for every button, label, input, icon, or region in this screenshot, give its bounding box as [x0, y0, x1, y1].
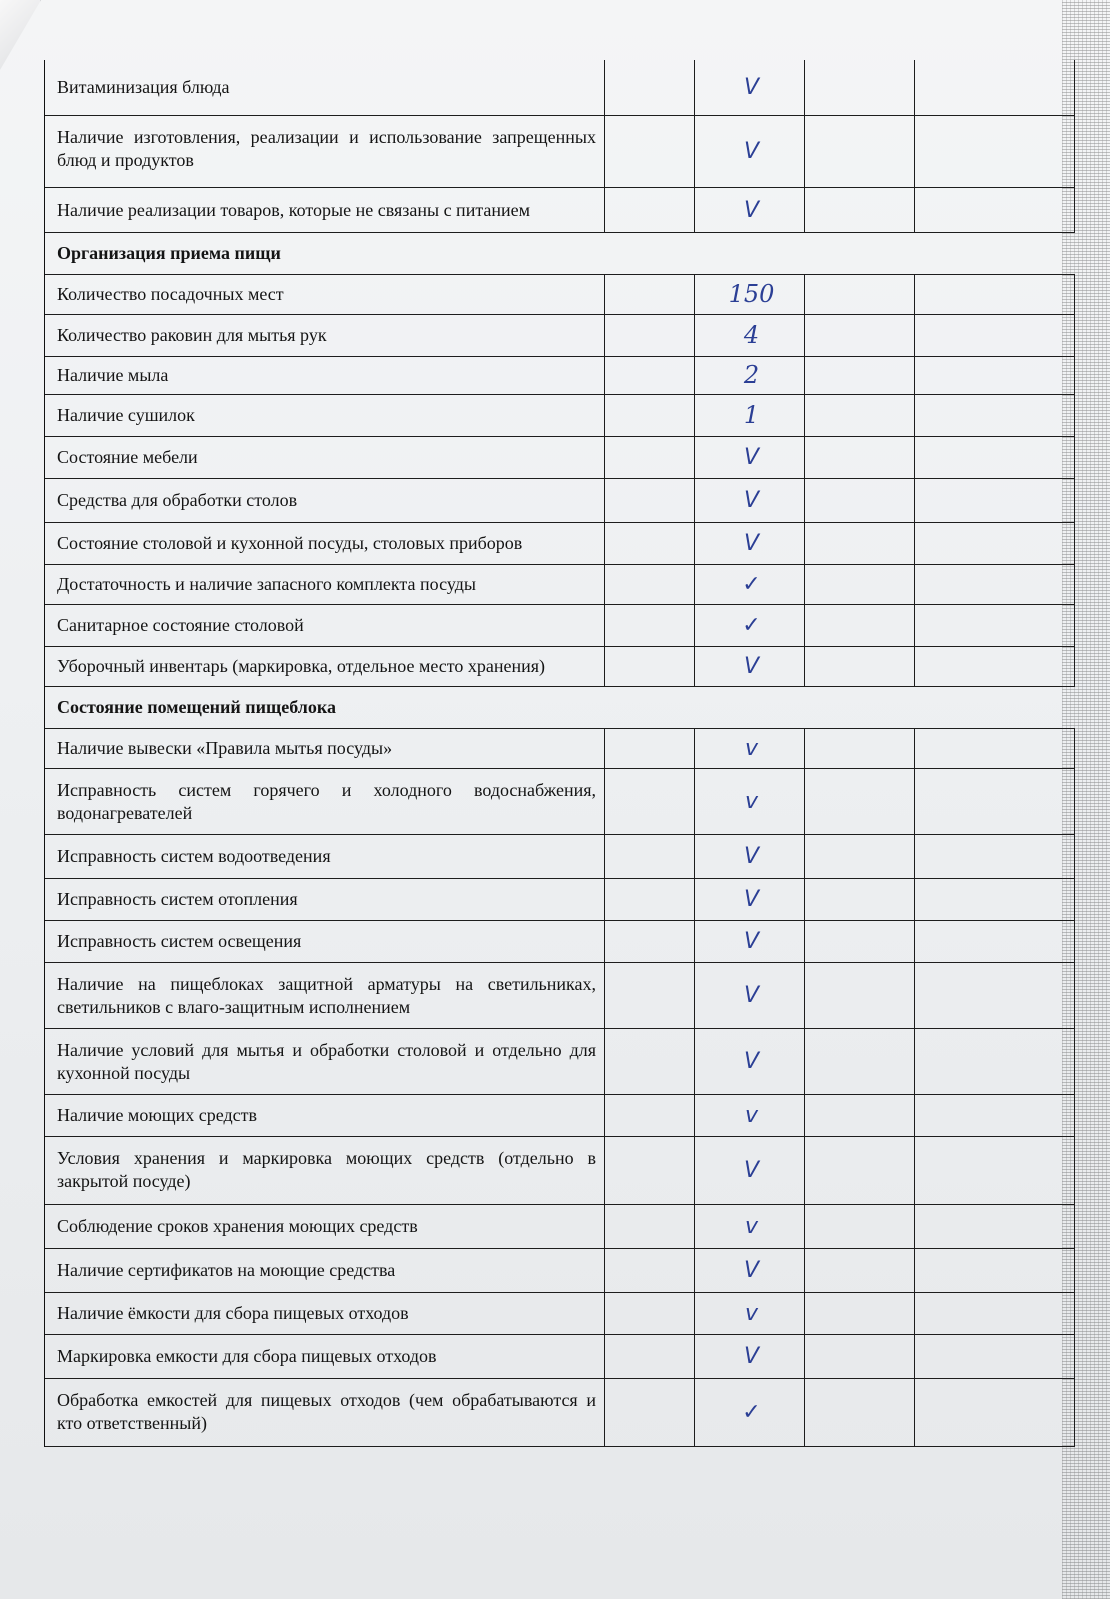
empty-cell — [805, 1335, 915, 1378]
empty-cell — [915, 275, 1075, 314]
empty-cell — [805, 835, 915, 878]
empty-cell — [915, 437, 1075, 478]
empty-cell — [805, 729, 915, 768]
empty-cell — [605, 647, 695, 686]
check-mark: v — [695, 1205, 805, 1248]
row-label: Обработка емкостей для пищевых отходов (чем обрабатываются и кто ответственный) — [45, 1379, 605, 1446]
empty-cell — [605, 835, 695, 878]
empty-cell — [805, 605, 915, 646]
section-title: Организация приема пищи — [57, 243, 281, 263]
empty-cell — [605, 769, 695, 834]
empty-cell — [915, 647, 1075, 686]
empty-cell — [605, 437, 695, 478]
empty-cell — [805, 769, 915, 834]
empty-cell — [605, 1335, 695, 1378]
table-row — [45, 116, 1075, 188]
table-row — [45, 357, 1075, 395]
table-row — [45, 647, 1075, 687]
empty-cell — [915, 963, 1075, 1028]
row-label: Исправность систем освещения — [45, 921, 605, 962]
empty-cell — [605, 188, 695, 232]
empty-cell — [805, 1249, 915, 1292]
check-mark: V — [695, 879, 805, 920]
row-label: Соблюдение сроков хранения моющих средств — [45, 1205, 605, 1248]
table-row — [45, 921, 1075, 963]
empty-cell — [805, 188, 915, 232]
table-row — [45, 188, 1075, 233]
row-label: Условия хранения и маркировка моющих средств (отдельно в закрытой посуде) — [45, 1137, 605, 1204]
check-mark: V — [695, 1249, 805, 1292]
check-mark: V — [695, 523, 805, 564]
table-row — [45, 1029, 1075, 1095]
check-mark: ✓ — [695, 605, 805, 646]
empty-cell — [915, 605, 1075, 646]
empty-cell — [915, 1249, 1075, 1292]
empty-cell — [915, 1095, 1075, 1136]
check-mark: V — [695, 647, 805, 686]
section-title: Состояние помещений пищеблока — [57, 697, 336, 717]
table-row — [45, 835, 1075, 879]
row-label: Наличие сертификатов на моющие средства — [45, 1249, 605, 1292]
empty-cell — [805, 1205, 915, 1248]
empty-cell — [805, 60, 915, 115]
empty-cell — [605, 1137, 695, 1204]
count-value: 150 — [695, 275, 805, 314]
row-label: Наличие сушилок — [45, 395, 605, 436]
empty-cell — [915, 729, 1075, 768]
empty-cell — [915, 523, 1075, 564]
empty-cell — [915, 188, 1075, 232]
empty-cell — [915, 479, 1075, 522]
empty-cell — [915, 921, 1075, 962]
table-row — [45, 315, 1075, 357]
empty-cell — [805, 879, 915, 920]
check-mark: ✓ — [695, 565, 805, 604]
empty-cell — [915, 60, 1075, 115]
table-row — [45, 437, 1075, 479]
empty-cell — [805, 275, 915, 314]
empty-cell — [805, 479, 915, 522]
table-row — [45, 1335, 1075, 1379]
empty-cell — [805, 921, 915, 962]
empty-cell — [915, 395, 1075, 436]
empty-cell — [915, 315, 1075, 356]
empty-cell — [805, 437, 915, 478]
section-header-row — [45, 687, 1075, 729]
empty-cell — [605, 116, 695, 187]
count-value: 1 — [695, 395, 805, 436]
check-mark: v — [695, 1095, 805, 1136]
empty-cell — [605, 565, 695, 604]
empty-cell — [605, 1029, 695, 1094]
table-row — [45, 565, 1075, 605]
row-label: Наличие условий для мытья и обработки столовой и отдельно для кухонной посуды — [45, 1029, 605, 1094]
empty-cell — [605, 963, 695, 1028]
empty-cell — [915, 116, 1075, 187]
empty-cell — [915, 565, 1075, 604]
check-mark: V — [695, 1029, 805, 1094]
row-label: Маркировка емкости для сбора пищевых отходов — [45, 1335, 605, 1378]
empty-cell — [605, 879, 695, 920]
empty-cell — [805, 963, 915, 1028]
check-mark: V — [695, 1335, 805, 1378]
row-label: Наличие реализации товаров, которые не связаны с питанием — [45, 188, 605, 232]
empty-cell — [915, 1335, 1075, 1378]
table-row — [45, 963, 1075, 1029]
empty-cell — [805, 1137, 915, 1204]
table-row — [45, 1249, 1075, 1293]
check-mark: V — [695, 963, 805, 1028]
empty-cell — [805, 1095, 915, 1136]
folded-page-corner — [0, 0, 41, 70]
empty-cell — [805, 647, 915, 686]
row-label: Наличие вывески «Правила мытья посуды» — [45, 729, 605, 768]
row-label: Наличие на пищеблоках защитной арматуры на светильниках, светильников с влаго-защитным исполнением — [45, 963, 605, 1028]
row-label: Состояние мебели — [45, 437, 605, 478]
check-mark: V — [695, 835, 805, 878]
empty-cell — [805, 315, 915, 356]
row-label: Уборочный инвентарь (маркировка, отдельное место хранения) — [45, 647, 605, 686]
row-label: Исправность систем отопления — [45, 879, 605, 920]
empty-cell — [805, 116, 915, 187]
empty-cell — [915, 835, 1075, 878]
row-label: Количество посадочных мест — [45, 275, 605, 314]
table-row — [45, 605, 1075, 647]
check-mark: v — [695, 729, 805, 768]
table-row — [45, 275, 1075, 315]
table-row — [45, 729, 1075, 769]
table-row — [45, 1293, 1075, 1335]
check-mark: V — [695, 60, 805, 115]
empty-cell — [605, 1293, 695, 1334]
table-row — [45, 879, 1075, 921]
check-mark: V — [695, 921, 805, 962]
empty-cell — [805, 395, 915, 436]
empty-cell — [805, 1293, 915, 1334]
row-label: Наличие мыла — [45, 357, 605, 394]
empty-cell — [805, 1029, 915, 1094]
empty-cell — [915, 879, 1075, 920]
table-row — [45, 523, 1075, 565]
empty-cell — [605, 315, 695, 356]
row-label: Количество раковин для мытья рук — [45, 315, 605, 356]
empty-cell — [805, 565, 915, 604]
empty-cell — [605, 729, 695, 768]
empty-cell — [915, 1205, 1075, 1248]
check-mark: V — [695, 188, 805, 232]
check-mark: V — [695, 479, 805, 522]
row-label: Наличие изготовления, реализации и использование запрещенных блюд и продуктов — [45, 116, 605, 187]
check-mark: v — [695, 1293, 805, 1334]
empty-cell — [915, 1137, 1075, 1204]
table-row — [45, 1137, 1075, 1205]
empty-cell — [605, 1249, 695, 1292]
empty-cell — [805, 1379, 915, 1446]
empty-cell — [605, 479, 695, 522]
empty-cell — [605, 275, 695, 314]
empty-cell — [605, 357, 695, 394]
table-row — [45, 60, 1075, 116]
empty-cell — [605, 1379, 695, 1446]
table-row — [45, 1379, 1075, 1447]
check-mark: V — [695, 437, 805, 478]
check-mark: ✓ — [695, 1379, 805, 1446]
row-label: Санитарное состояние столовой — [45, 605, 605, 646]
empty-cell — [805, 357, 915, 394]
empty-cell — [915, 1293, 1075, 1334]
empty-cell — [605, 395, 695, 436]
empty-cell — [915, 1029, 1075, 1094]
count-value: 2 — [695, 357, 805, 394]
inspection-table — [44, 60, 1075, 1447]
check-mark: v — [695, 769, 805, 834]
empty-cell — [605, 605, 695, 646]
table-row — [45, 1205, 1075, 1249]
row-label: Исправность систем горячего и холодного водоснабжения, водонагревателей — [45, 769, 605, 834]
check-mark: V — [695, 116, 805, 187]
row-label: Наличие ёмкости для сбора пищевых отходов — [45, 1293, 605, 1334]
row-label: Витаминизация блюда — [45, 60, 605, 115]
empty-cell — [605, 523, 695, 564]
table-row — [45, 395, 1075, 437]
check-mark: V — [695, 1137, 805, 1204]
empty-cell — [805, 523, 915, 564]
row-label: Средства для обработки столов — [45, 479, 605, 522]
empty-cell — [605, 921, 695, 962]
empty-cell — [915, 769, 1075, 834]
empty-cell — [915, 357, 1075, 394]
empty-cell — [605, 1205, 695, 1248]
row-label: Исправность систем водоотведения — [45, 835, 605, 878]
table-row — [45, 769, 1075, 835]
count-value: 4 — [695, 315, 805, 356]
empty-cell — [605, 60, 695, 115]
table-row — [45, 1095, 1075, 1137]
row-label: Достаточность и наличие запасного комплекта посуды — [45, 565, 605, 604]
empty-cell — [915, 1379, 1075, 1446]
row-label: Наличие моющих средств — [45, 1095, 605, 1136]
section-header-row — [45, 233, 1075, 275]
empty-cell — [605, 1095, 695, 1136]
row-label: Состояние столовой и кухонной посуды, столовых приборов — [45, 523, 605, 564]
table-row — [45, 479, 1075, 523]
